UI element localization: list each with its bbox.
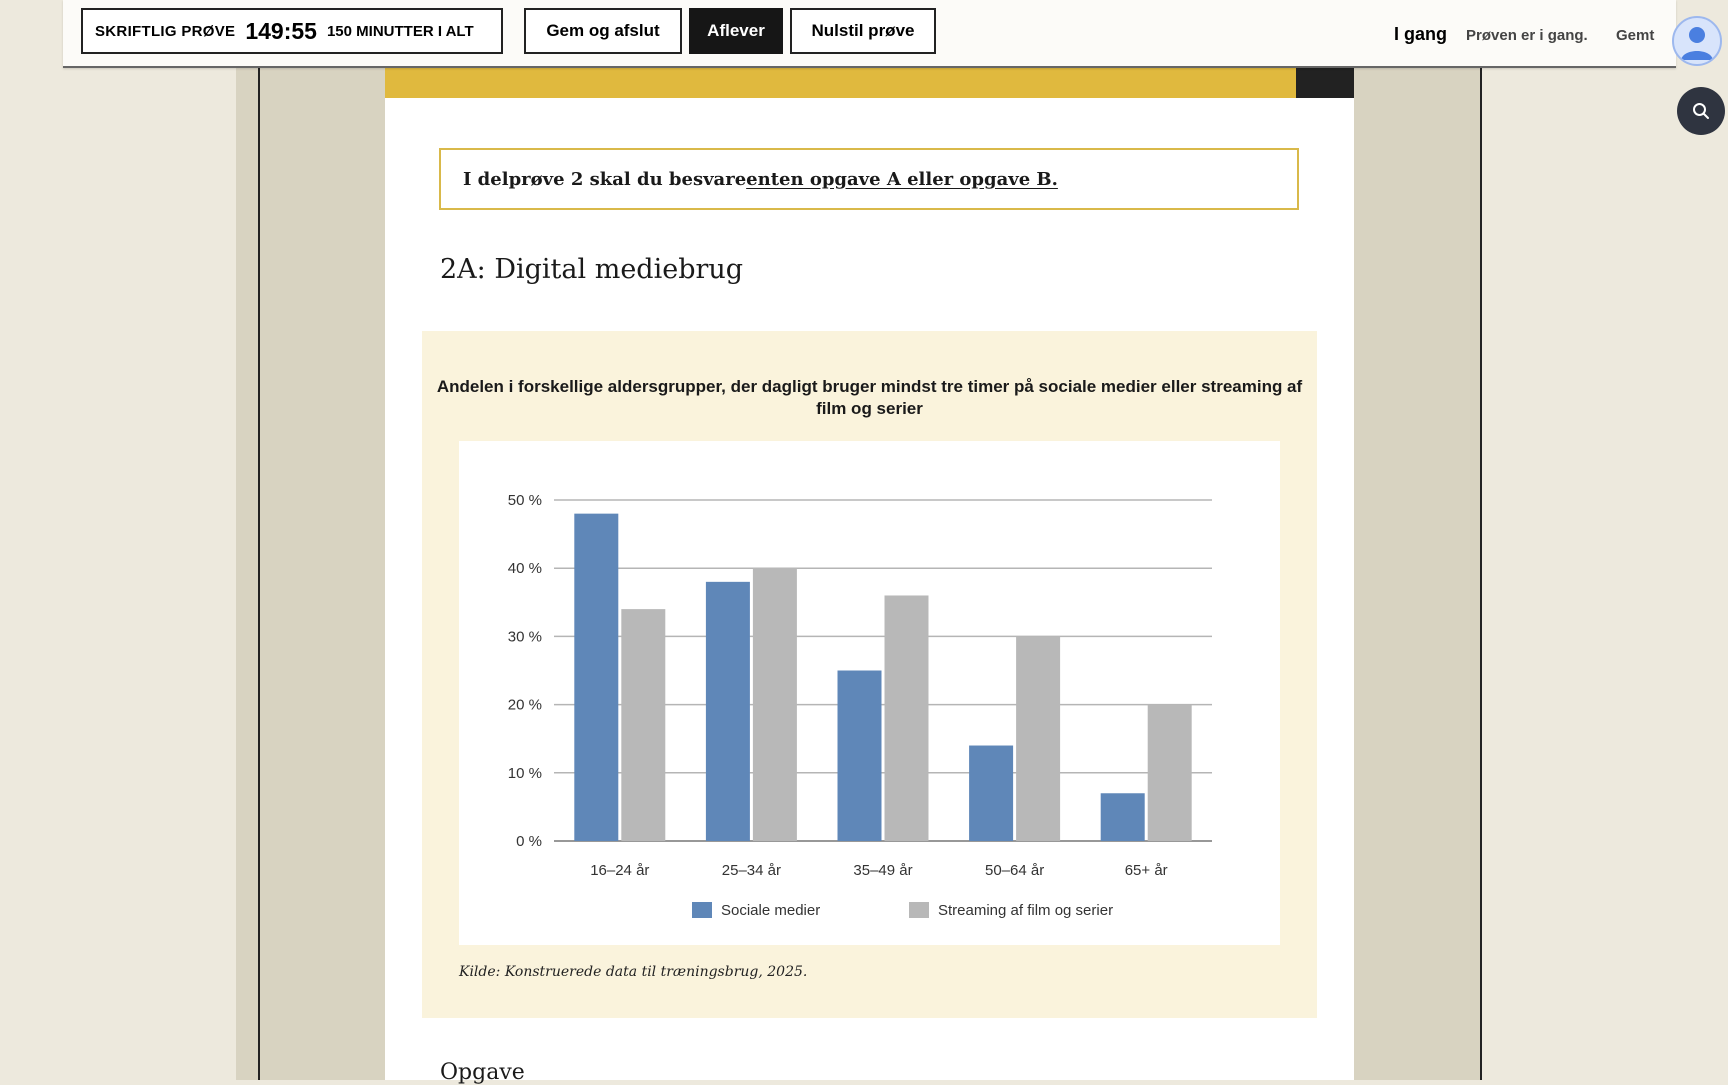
- user-avatar[interactable]: [1672, 16, 1722, 66]
- user-icon: [1674, 18, 1720, 64]
- total-time: 150 MINUTTER I ALT: [326, 22, 474, 40]
- bar: [574, 514, 618, 841]
- bar: [621, 609, 665, 841]
- bar: [969, 746, 1013, 841]
- y-tick-label: 10 %: [507, 764, 542, 782]
- bar: [838, 671, 882, 842]
- reset-exam-button[interactable]: Nulstil prøve: [790, 8, 936, 54]
- y-tick-label: 50 %: [507, 492, 542, 509]
- background-column-left: [236, 0, 258, 1080]
- exam-status-detail: Prøven er i gang.: [1466, 27, 1588, 44]
- timer-panel: [81, 8, 503, 54]
- search-button[interactable]: [1677, 87, 1725, 135]
- x-tick-label: 35–49 år: [853, 862, 913, 879]
- legend-label: Sociale medier: [721, 902, 821, 919]
- bar: [1148, 705, 1192, 841]
- y-tick-label: 40 %: [507, 560, 542, 578]
- bar: [885, 595, 929, 841]
- chart-container: [459, 441, 1280, 945]
- time-remaining: 149:55: [245, 17, 317, 44]
- exam-toolbar: [63, 0, 1676, 68]
- save-exit-button[interactable]: Gem og afslut: [524, 8, 682, 54]
- y-tick-label: 30 %: [507, 628, 542, 646]
- legend-label: Streaming af film og serier: [938, 902, 1114, 919]
- y-tick-label: 0 %: [516, 833, 542, 850]
- bar: [706, 582, 750, 841]
- task-heading: Opgave: [440, 1060, 525, 1085]
- legend-swatch: [692, 902, 712, 918]
- exam-label: SKRIFTLIG PRØVE: [95, 22, 236, 40]
- x-tick-label: 25–34 år: [721, 862, 782, 879]
- margin-column-right: [1354, 0, 1482, 1080]
- figure-source: Kilde: Konstruerede data til træningsbrug, 2025.: [459, 964, 808, 980]
- instruction-notice: [439, 148, 1299, 210]
- exam-status: I gang: [1394, 24, 1447, 44]
- saved-indicator: Gemt: [1616, 27, 1655, 44]
- x-tick-label: 65+ år: [1124, 862, 1168, 879]
- bar: [1101, 793, 1145, 841]
- y-tick-label: 20 %: [507, 696, 542, 714]
- notice-text: I delprøve 2 skal du besvare: [463, 168, 747, 190]
- bar: [1016, 636, 1060, 841]
- margin-column-left: [258, 0, 387, 1080]
- notice-emphasis: enten opgave A eller opgave B.: [746, 168, 1058, 190]
- search-icon: [1691, 101, 1711, 121]
- figure-panel: [422, 331, 1317, 1018]
- legend-swatch: [909, 902, 929, 918]
- x-tick-label: 16–24 år: [590, 862, 650, 879]
- bar: [753, 568, 797, 841]
- submit-button[interactable]: Aflever: [689, 8, 783, 54]
- bar-chart: [459, 441, 1280, 945]
- x-tick-label: 50–64 år: [984, 862, 1045, 879]
- chart-title: Andelen i forskellige aldersgrupper, der dagligt bruger mindst tre timer på sociale medier eller streaming af film og serier: [436, 377, 1303, 418]
- section-title: 2A: Digital mediebrug: [440, 254, 744, 285]
